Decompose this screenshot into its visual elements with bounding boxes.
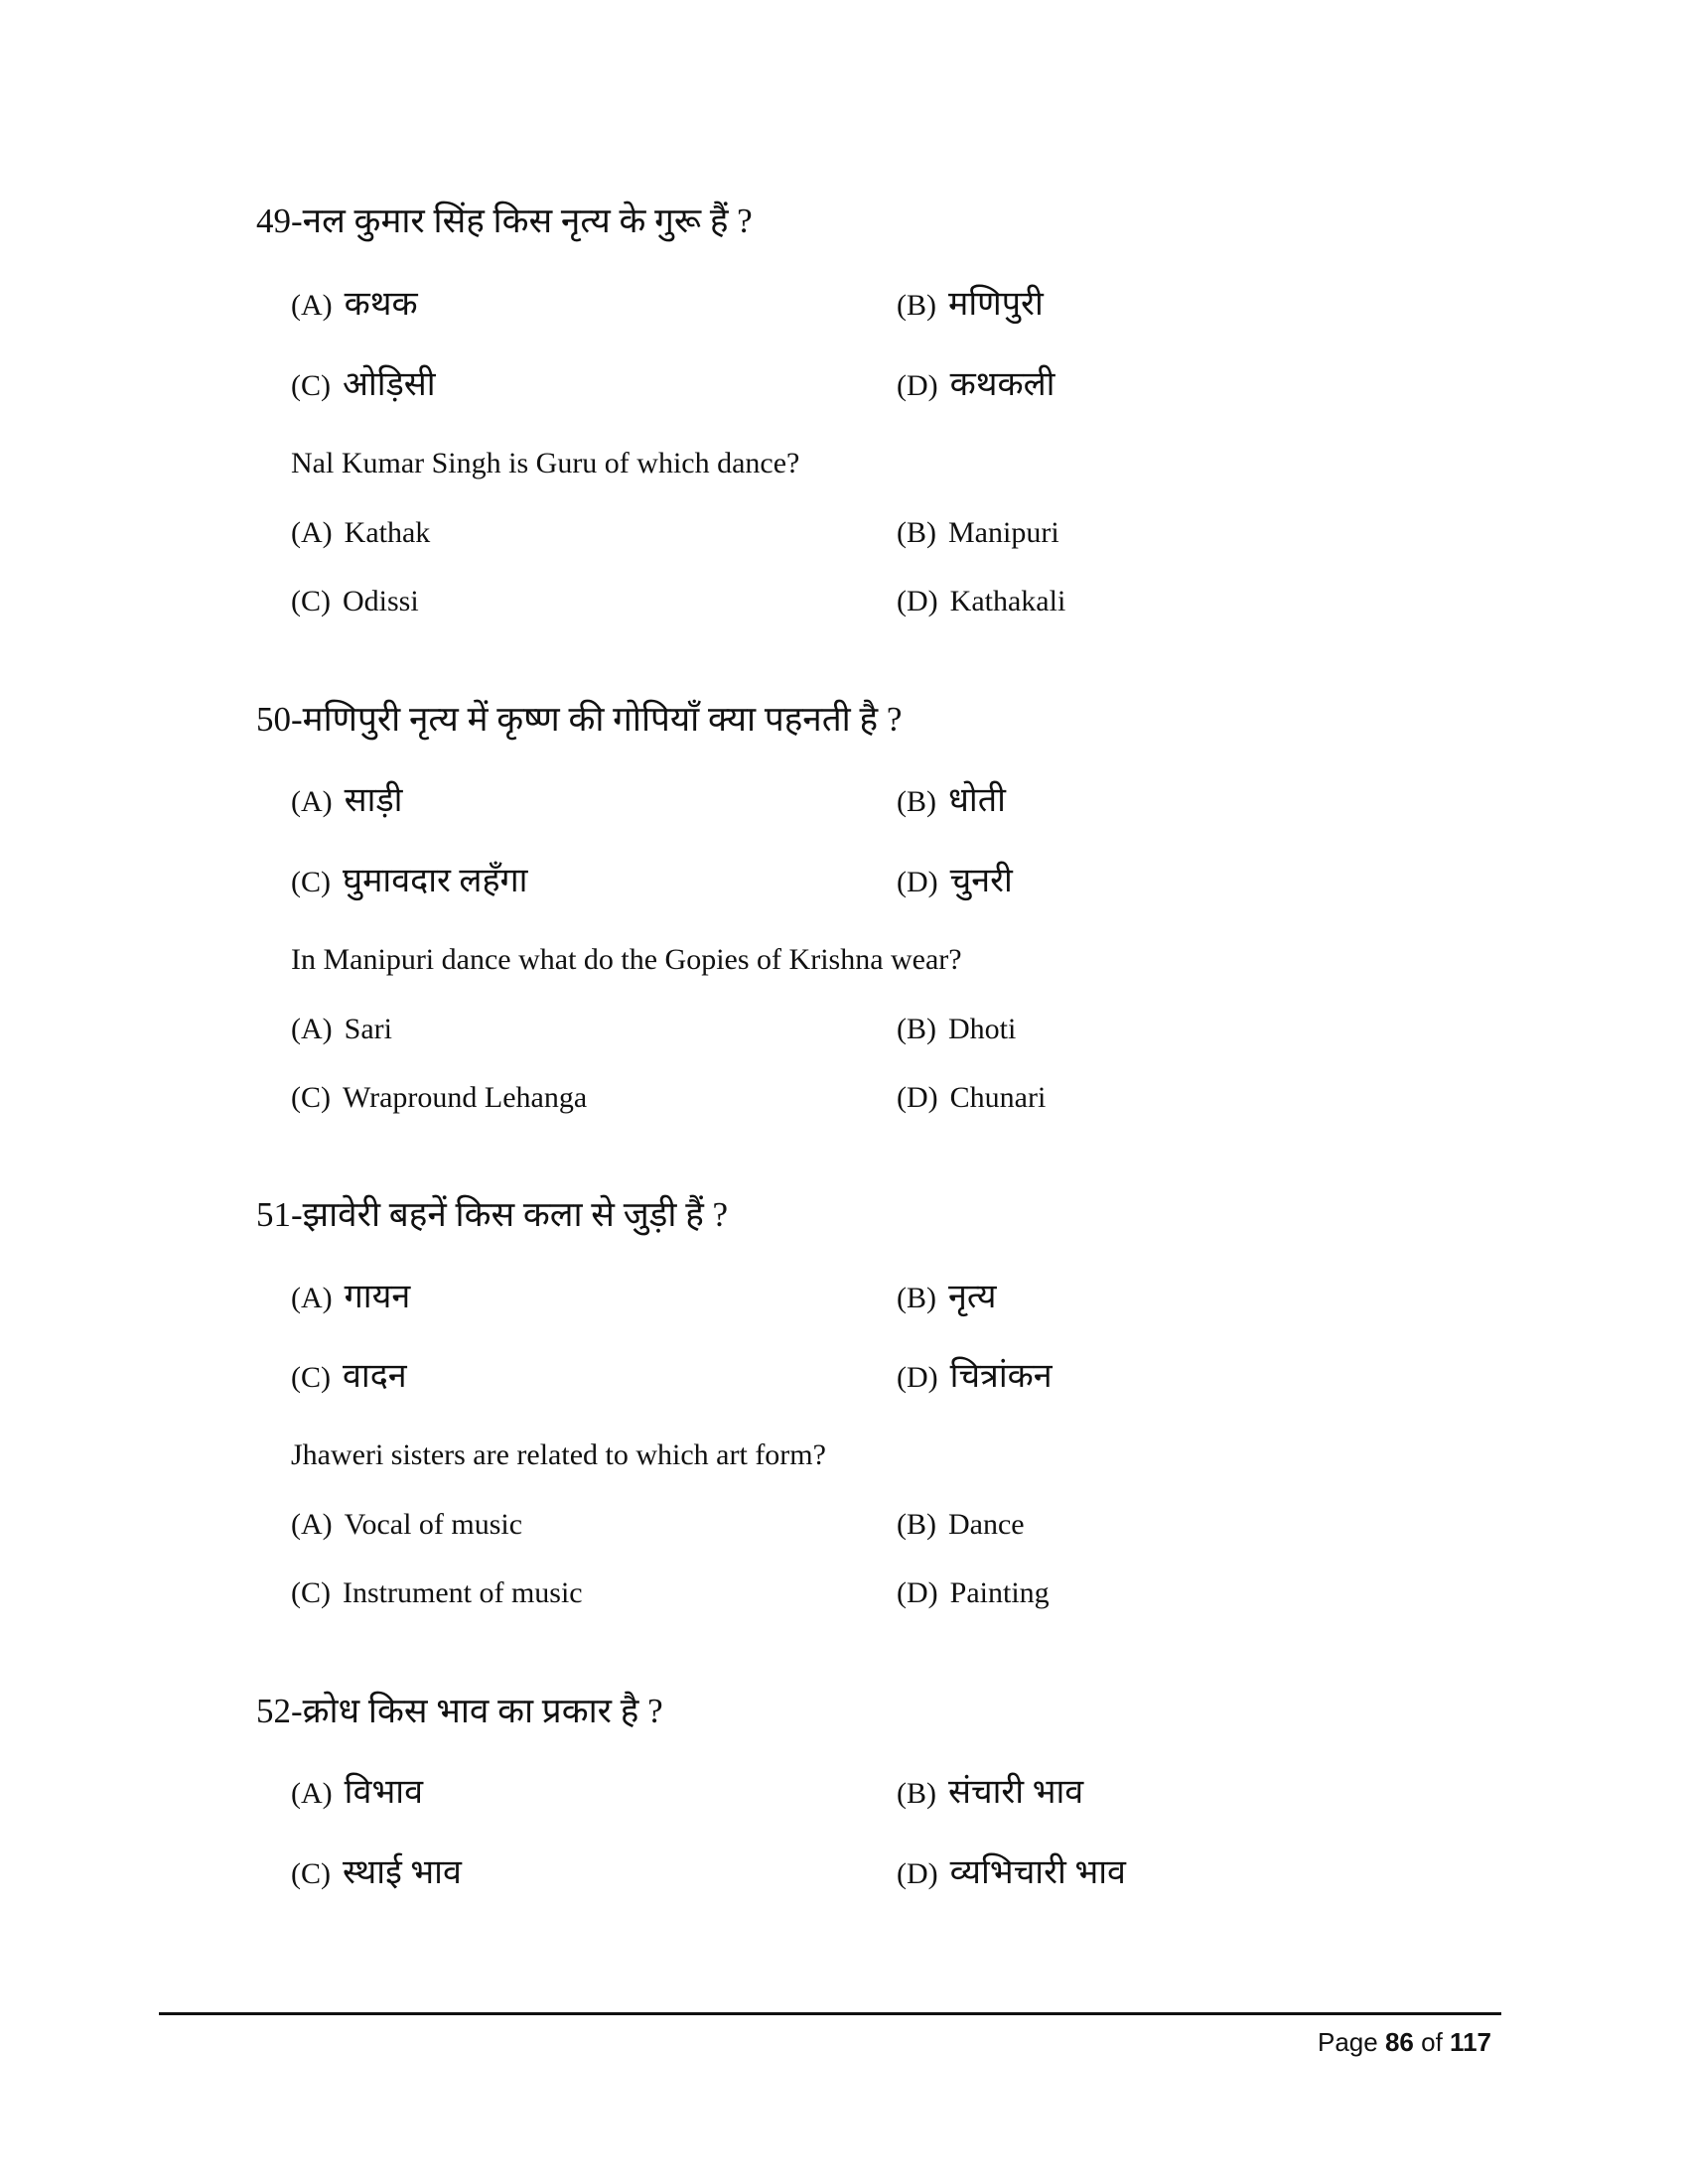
question-hindi-title: 50-मणिपुरी नृत्य में कृष्ण की गोपियाँ क्या पहनती है ? <box>256 700 903 739</box>
question-english-title: Jhaweri sisters are related to which art form? <box>291 1438 826 1471</box>
option-d-hindi: (D) चित्रांकन <box>897 1358 1053 1395</box>
total-pages: 117 <box>1450 2027 1491 2057</box>
question-hindi-title: 52-क्रोध किस भाव का प्रकार है ? <box>256 1692 663 1730</box>
page-number <box>1318 2027 1491 2058</box>
option-a-english: (A) Kathak <box>291 516 431 549</box>
option-c-english: (C) Wrapround Lehanga <box>291 1081 588 1114</box>
footer-divider <box>159 2012 1501 2015</box>
option-a-hindi: (A) गायन <box>291 1279 411 1315</box>
option-d-english: (D) Painting <box>897 1576 1050 1609</box>
option-d-english: (D) Kathakali <box>897 585 1066 617</box>
option-a-hindi: (A) कथक <box>291 286 418 323</box>
option-d-hindi: (D) चुनरी <box>897 863 1013 899</box>
page-word: Page <box>1318 2027 1378 2057</box>
option-c-english: (C) Odissi <box>291 585 419 617</box>
option-c-hindi: (C) वादन <box>291 1358 407 1395</box>
option-c-hindi: (C) घुमावदार लहँगा <box>291 863 528 899</box>
current-page: 86 <box>1384 2027 1414 2057</box>
option-a-english: (A) Vocal of music <box>291 1508 523 1541</box>
question-english-title: Nal Kumar Singh is Guru of which dance? <box>291 447 800 479</box>
option-d-hindi: (D) व्यभिचारी भाव <box>897 1854 1126 1891</box>
option-a-hindi: (A) साड़ी <box>291 782 403 819</box>
question-hindi-title: 51-झावेरी बहनें किस कला से जुड़ी हैं ? <box>256 1195 729 1234</box>
option-a-hindi: (A) विभाव <box>291 1774 423 1811</box>
option-b-hindi: (B) धोती <box>897 782 1006 819</box>
option-b-hindi: (B) मणिपुरी <box>897 286 1044 323</box>
option-c-english: (C) Instrument of music <box>291 1576 583 1609</box>
option-b-english: (B) Dhoti <box>897 1013 1017 1045</box>
option-b-hindi: (B) संचारी भाव <box>897 1774 1084 1811</box>
option-c-hindi: (C) ओड़िसी <box>291 366 436 403</box>
option-d-english: (D) Chunari <box>897 1081 1047 1114</box>
question-english-title: In Manipuri dance what do the Gopies of Krishna wear? <box>291 943 962 976</box>
option-b-english: (B) Dance <box>897 1508 1025 1541</box>
option-a-english: (A) Sari <box>291 1013 392 1045</box>
option-b-hindi: (B) नृत्य <box>897 1279 997 1315</box>
of-word: of <box>1421 2027 1443 2057</box>
question-hindi-title: 49-नल कुमार सिंह किस नृत्य के गुरू हैं ? <box>256 202 753 240</box>
option-d-hindi: (D) कथकली <box>897 366 1055 403</box>
option-c-hindi: (C) स्थाई भाव <box>291 1854 462 1891</box>
option-b-english: (B) Manipuri <box>897 516 1059 549</box>
